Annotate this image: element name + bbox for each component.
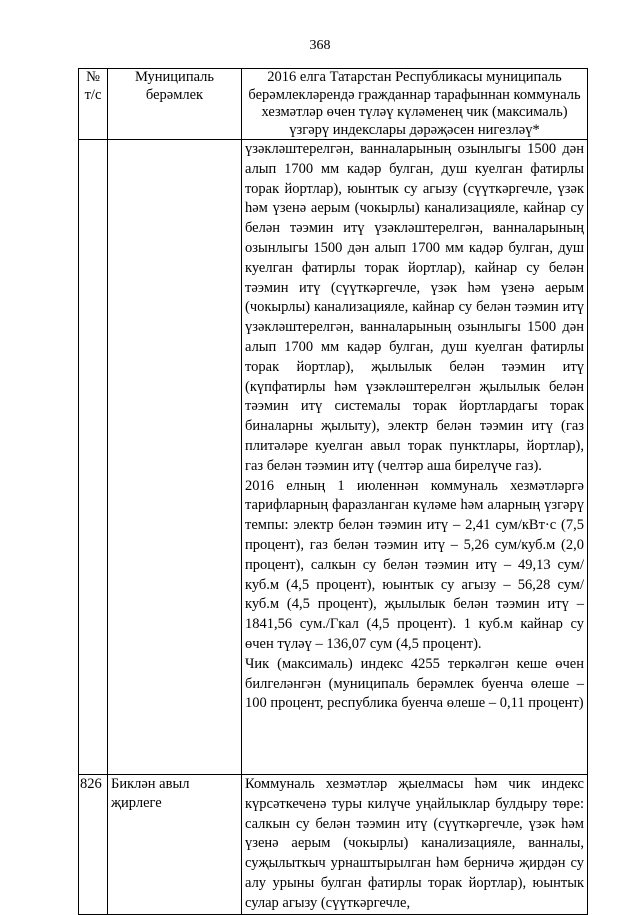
- row-number: [79, 140, 108, 775]
- row-municipality: [108, 140, 242, 775]
- table-row: [79, 775, 588, 915]
- justification-paragraph: үзәкләштерелгән, ванналарының озынлыгы 1500 дән алып 1700 мм кадәр булган, душ куелган фатирлы торак йортлар), юынтык су агызу (сүүткәргечле, үзәк һәм үзенә аерым (чокырлы) канализацияле, кайнар су белән тәэмин итү үзәкләштерелгән, ванналарының озынлыгы 1500 дән алып 1700 мм кадәр булган, душ куелган фатирлы торак йортлар), кайнар су белән тәэмин итү (сүүткәргечле, үзәк һәм үзенә аерым (чокырлы) канализацияле, кайнар су белән тәэмин итү үзәкләштерелгән, ванналарының озынлыгы 1500 дән алып 1700 мм кадәр булган, душ куелган фатирлы торак йортлар), җылылык белән тәэмин итү (күпфатирлы һәм үзәкләштерелгән җылылык белән тәэмин итү системалы торак йортлардагы торак биналарны җылыту), электр белән тәэмин итү (газ плитәләре куелган авыл торак пунктлары, йортлар), газ белән тәэмин итү (челтәр аша бирелүче газ).: [245, 141, 584, 474]
- row-municipality: Биклән авыл җирлеге: [108, 775, 242, 915]
- table-row: [79, 140, 588, 775]
- header-justification: 2016 елга Татарстан Республикасы муниципаль берәмлекләрендә гражданнар тарафыннан коммуналь хезмәтләр өчен түләү күләменең чик (максималь) үзгәрү индекслары дәрәҗәсен нигезләү*: [242, 69, 588, 140]
- header-municipality: Муниципаль берәмлек: [108, 69, 242, 140]
- justification-paragraph: Коммуналь хезмәтләр җыелмасы һәм чик индекс күрсәткеченә туры килүче уңайлыклар булдыру төре: салкын су белән тәэмин итү (сүүткәргечле, үзәк һәм үзенә аерым (чокырлы) канализацияле, ванналы, суҗылыткыч урнаштырылган һәм берничә җирдән су алу урыны булган фатирлы торак йортлар), юынтык сулар агызу (сүүткәргечле,: [245, 776, 584, 911]
- justification-paragraph: 2016 елның 1 июленнән коммуналь хезмәтләргә тарифларның фаразланган күләме һәм аларның үзгәрү темпы: электр белән тәэмин итү – 2,41 сум/кВт·с (7,5 процент), газ белән тәэмин итү – 5,26 сум/куб.м (2,0 процент), салкын су белән тәэмин итү – 49,13 сум/куб.м (4,5 процент), юынтык су агызу – 56,28 сум/куб.м (4,5 процент), җылылык белән тәэмин итү – 1841,56 сум./Гкал (4,5 процент). 1 куб.м кайнар су өчен түләү – 136,07 сум (4,5 процент).: [245, 477, 584, 652]
- justification-paragraph: Чик (максималь) индекс 4255 теркәлгән кеше өчен билгеләнгән (муниципаль берәмлек буенча өлеше – 100 процент, республика буенча өлеше – 0,11 процент): [245, 655, 584, 712]
- page-number: 368: [309, 38, 331, 53]
- row-justification: [242, 140, 588, 775]
- row-justification: [242, 775, 588, 915]
- indices-table: [78, 68, 588, 915]
- table-header-row: [79, 69, 588, 140]
- header-number: № т/с: [79, 69, 108, 140]
- row-number: 826: [79, 775, 108, 915]
